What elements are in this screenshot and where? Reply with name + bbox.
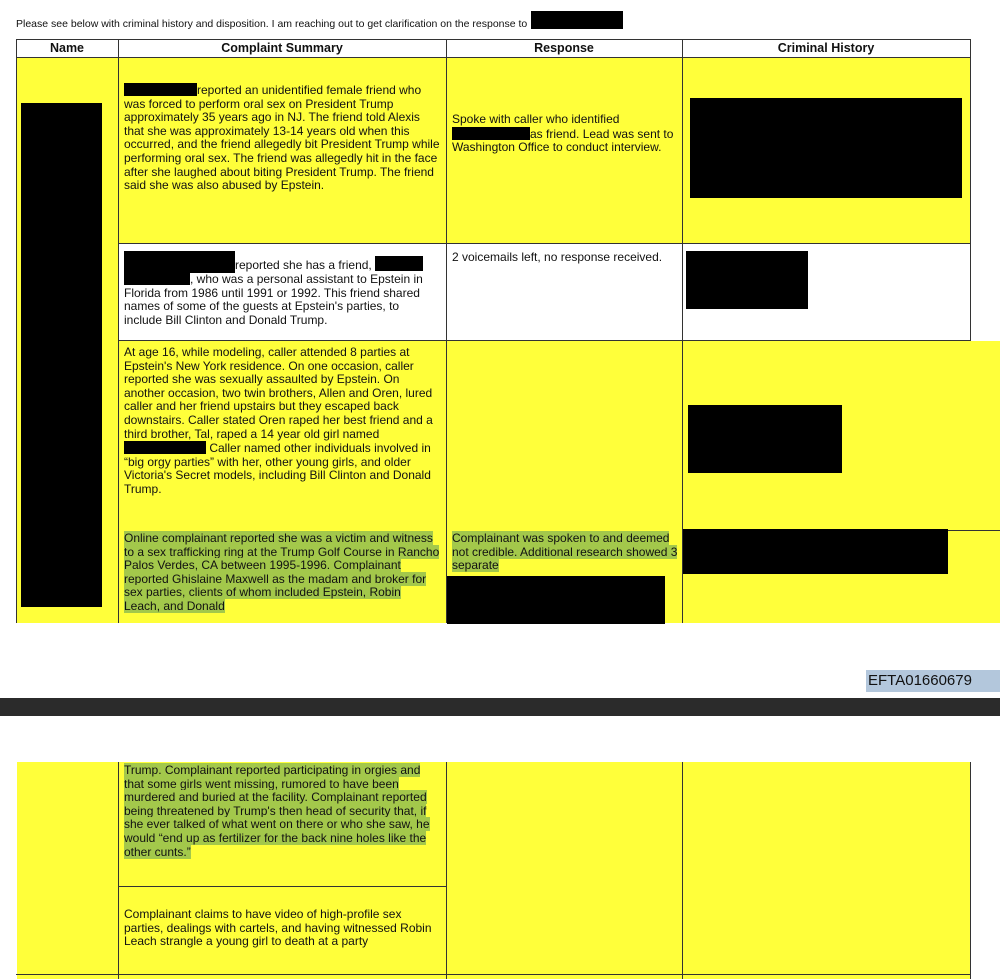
row2-summary-text-b: , who was a personal assistant to Epstein in Florida from 1986 until 1991 or 1992. This friend shared names of some of the guests at Epstein's parties, to include Bill Clinton and Donald Trump. bbox=[124, 272, 423, 327]
row2-summary-text-a: reported she has a friend, bbox=[235, 258, 372, 272]
history-redaction bbox=[686, 251, 808, 309]
row4-response bbox=[452, 532, 678, 573]
response-redaction bbox=[447, 576, 665, 624]
continued-history-cell bbox=[683, 762, 970, 979]
row3-summary-text-b: Caller named other individuals involved in “big orgy parties” with her, other young girls, and older Victoria's Secret models, including Bill Clinton and Donald Trump. bbox=[124, 441, 431, 496]
row2-summary bbox=[124, 251, 440, 327]
redaction-block bbox=[375, 256, 423, 271]
row3-summary-text-a: At age 16, while modeling, caller attended 8 parties at Epstein's New York residence. On one occasion, caller reported she was sexually assaulted by Epstein. On another occasion, two twin brothers, Allen and Oren, lured caller and her friend upstairs but they escaped back downstairs. Caller stated Oren raped her best friend and a third brother, Tal, raped a 14 year old girl named bbox=[124, 345, 433, 441]
row-divider bbox=[118, 340, 970, 341]
continued-summary-text: Trump. Complainant reported participating in orgies and that some girls went missing, rumored to have been murdered and buried at the facility. Complainant reported being threatened by Trump's then head of security that, if she ever talked of what went on there or who she saw, he would “end up as fertilizer for the back nine holes like the other cunts.” bbox=[124, 763, 430, 859]
table-border bbox=[970, 39, 971, 341]
row1-response-text-b: as friend. Lead was sent to Washington Office to conduct interview. bbox=[452, 126, 674, 155]
row4-summary bbox=[124, 532, 440, 614]
row1-summary bbox=[124, 83, 442, 193]
row4-response-text: Complainant was spoken to and deemed not credible. Additional research showed 3 separate bbox=[452, 531, 678, 573]
name-redaction bbox=[21, 103, 102, 607]
row3-summary bbox=[124, 346, 440, 497]
document-page-2 bbox=[0, 716, 1000, 979]
row-divider bbox=[118, 886, 446, 887]
row1-response bbox=[452, 113, 678, 155]
redaction-block bbox=[124, 251, 235, 273]
table-border bbox=[970, 762, 971, 979]
row1-response-text-a: Spoke with caller who identified bbox=[452, 112, 620, 126]
redaction-block bbox=[124, 273, 190, 285]
header-name: Name bbox=[49, 41, 85, 55]
table-border bbox=[16, 39, 970, 40]
table-border bbox=[16, 39, 17, 623]
column-divider bbox=[446, 39, 447, 623]
document-id: EFTA01660679 bbox=[866, 670, 1000, 692]
intro-text: Please see below with criminal history and disposition. I am reaching out to get clarification on the response to bbox=[16, 18, 528, 30]
page-separator bbox=[0, 698, 1000, 716]
row1-summary-text: reported an unidentified female friend who was forced to perform oral sex on President Trump approximately 35 years ago in NJ. The friend told Alexis that she was approximately 13-14 years old when this occurred, and the friend allegedly bit President Trump while performing oral sex. The friend was allegedly hit in the face after she laughed about biting President Trump. The friend said she was also abused by Epstein. bbox=[124, 83, 440, 193]
column-divider bbox=[446, 762, 447, 979]
history-redaction bbox=[683, 529, 948, 574]
column-divider bbox=[682, 762, 683, 979]
redaction-block bbox=[124, 83, 197, 96]
table-border bbox=[16, 57, 970, 58]
row-divider bbox=[16, 974, 970, 975]
column-divider bbox=[118, 762, 119, 979]
name-column-cell bbox=[17, 762, 118, 979]
redaction-block bbox=[124, 441, 206, 454]
continued-summary bbox=[124, 764, 440, 859]
header-complaint-summary: Complaint Summary bbox=[221, 41, 343, 55]
redaction-block bbox=[452, 127, 530, 140]
history-redaction bbox=[688, 405, 842, 473]
row4-summary-text: Online complainant reported she was a victim and witness to a sex trafficking ring at the Trump Golf Course in Rancho Palos Verdes, CA between 1995-1996. Complainant reported Ghislaine Maxwell as the madam and broker for sex parties, clients of whom included Epstein, Robin Leach, and Donald bbox=[124, 531, 440, 613]
redaction-block bbox=[531, 11, 623, 29]
header-response: Response bbox=[534, 41, 594, 55]
continued-response-cell bbox=[447, 762, 682, 979]
row2-response: 2 voicemails left, no response received. bbox=[452, 250, 663, 264]
header-criminal-history: Criminal History bbox=[777, 41, 875, 55]
row3-history-cell bbox=[683, 341, 1000, 623]
history-redaction bbox=[690, 98, 962, 198]
row-divider bbox=[118, 243, 970, 244]
next-summary: Complainant claims to have video of high-profile sex parties, dealings with cartels, and having witnessed Robin Leach strangle a young girl to death at a party bbox=[124, 907, 432, 949]
column-divider bbox=[118, 39, 119, 623]
intro-line bbox=[16, 11, 623, 30]
